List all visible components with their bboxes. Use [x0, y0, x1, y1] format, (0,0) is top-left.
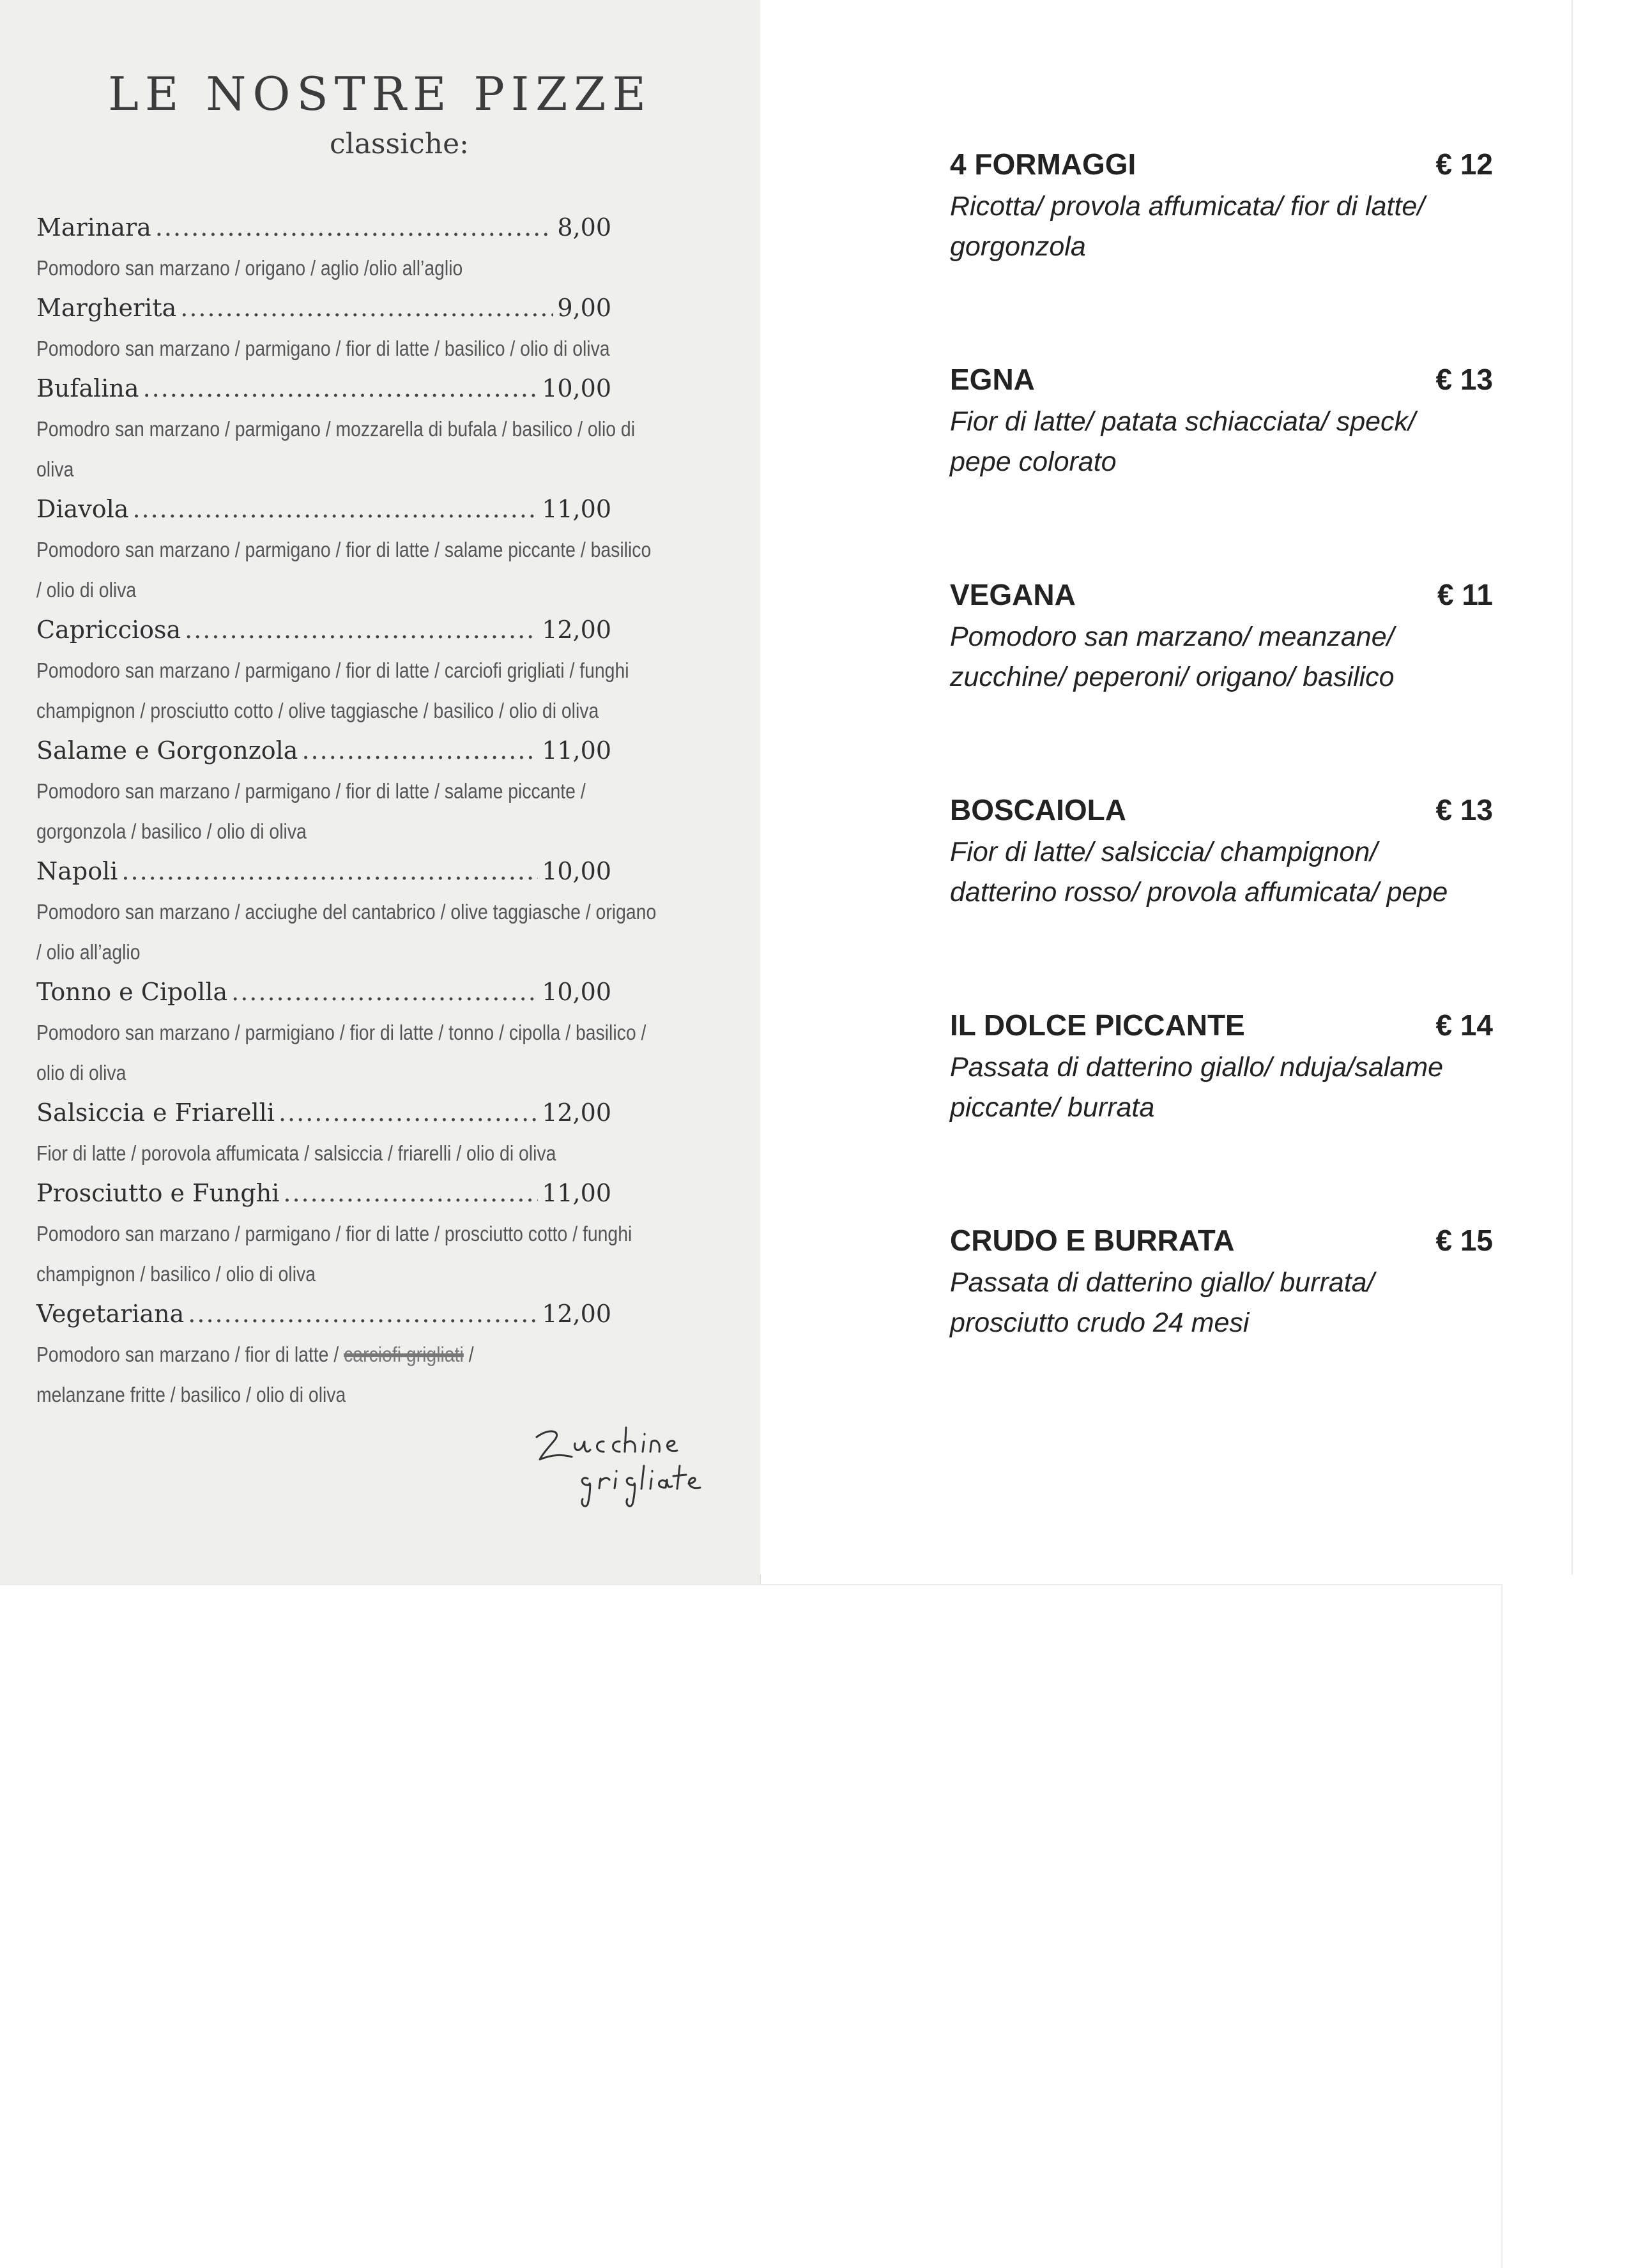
pizza-item-marinara	[36, 208, 611, 288]
pizza-ingredients-line2: melanzane fritte / basilico / olio di oliva	[36, 1383, 346, 1406]
special-name: VEGANA	[950, 578, 1076, 611]
ingredients-separator: /	[463, 1343, 474, 1366]
pizza-ingredients: Pomodoro san marzano / parmigiano / fior di latte / tonno / cipolla / basilico / olio di oliva	[36, 1021, 646, 1085]
dot-leader	[180, 288, 553, 328]
pizza-name: Marinara	[36, 213, 151, 241]
pizza-price: 12,00	[542, 1099, 611, 1127]
pizza-item-bufalina	[36, 369, 636, 489]
pizza-name: Vegetariana	[36, 1300, 185, 1328]
dot-leader	[143, 369, 539, 409]
dot-leader	[283, 1173, 538, 1214]
pizza-item-tonno-cipolla	[36, 972, 646, 1093]
dot-leader	[155, 208, 554, 248]
special-ingredients-line2: piccante/ burrata	[950, 1092, 1155, 1123]
special-price: € 13	[1435, 363, 1493, 396]
special-item-boscaiola	[950, 788, 1493, 1003]
pizza-item-salame-gorgonzola	[36, 731, 611, 851]
dot-leader	[188, 1294, 538, 1334]
pizza-ingredients: Pomodoro san marzano / parmigano / fior di latte / salame piccante / basilico / olio di oliva	[36, 538, 652, 602]
handwritten-note	[524, 1415, 754, 1511]
special-ingredients-line2: datterino rosso/ provola affumicata/ pepe	[950, 877, 1448, 908]
special-ingredients-line1: Fior di latte/ salsiccia/ champignon/	[950, 837, 1378, 867]
ingredients-text: Pomodoro san marzano / fior di latte /	[36, 1343, 344, 1366]
classic-pizza-list	[36, 208, 657, 1415]
pizza-ingredients: Fior di latte / porovola affumicata / salsiccia / friarelli / olio di oliva	[36, 1141, 556, 1165]
pizza-name: Tonno e Cipolla	[36, 978, 228, 1006]
special-name: CRUDO E BURRATA	[950, 1224, 1235, 1257]
pizza-price: 12,00	[542, 1300, 611, 1328]
pizza-ingredients: Pomodro san marzano / parmigano / mozzarella di bufala / basilico / olio di oliva	[36, 417, 636, 481]
pizza-name: Napoli	[36, 857, 118, 885]
pizza-ingredients: Pomodoro san marzano / parmigano / fior di latte / basilico / olio di oliva	[36, 337, 610, 360]
special-name: IL DOLCE PICCANTE	[950, 1008, 1245, 1042]
pizza-price: 8,00	[557, 213, 611, 241]
pizza-ingredients: Pomodoro san marzano / acciughe del cantabrico / olive taggiasche / origano / olio all’aglio	[36, 900, 657, 964]
pizza-name: Capricciosa	[36, 616, 181, 644]
special-name: 4 FORMAGGI	[950, 148, 1136, 181]
dot-leader	[132, 489, 538, 529]
special-price: € 12	[1435, 148, 1493, 181]
special-pizza-list	[950, 142, 1493, 1433]
pizza-item-napoli	[36, 851, 657, 972]
pizza-ingredients: Pomodoro san marzano / parmigano / fior di latte / carciofi grigliati / funghi champignon / prosciutto cotto / olive taggiasche / basilico / olio di oliva	[36, 658, 629, 722]
pizza-name: Salsiccia e Friarelli	[36, 1099, 275, 1127]
dot-leader	[121, 851, 538, 892]
blank-sheet	[0, 1584, 1503, 2268]
special-ingredients-line2: zucchine/ peperoni/ origano/ basilico	[950, 662, 1395, 692]
pizza-price: 10,00	[542, 978, 611, 1006]
struck-ingredient: carciofi grigliati	[344, 1343, 464, 1366]
special-price: € 15	[1435, 1224, 1493, 1257]
pizza-ingredients	[36, 1334, 657, 1374]
special-price: € 11	[1437, 578, 1493, 611]
pizza-price: 11,00	[542, 1179, 611, 1207]
classic-menu-title: LE NOSTRE PIZZE	[108, 67, 652, 121]
pizza-price: 10,00	[542, 857, 611, 885]
pizza-name: Salame e Gorgonzola	[36, 736, 298, 765]
special-ingredients-line1: Passata di datterino giallo/ burrata/	[950, 1267, 1375, 1298]
dot-leader	[185, 610, 538, 650]
classic-menu-subtitle: classiche:	[329, 128, 470, 160]
special-item-il-dolce-piccante	[950, 1003, 1493, 1218]
special-name: BOSCAIOLA	[950, 793, 1126, 826]
special-name: EGNA	[950, 363, 1035, 396]
pizza-ingredients: Pomodoro san marzano / origano / aglio /olio all’aglio	[36, 256, 463, 280]
pizza-ingredients: Pomodoro san marzano / parmigano / fior di latte / salame piccante / gorgonzola / basilico / olio di oliva	[36, 779, 586, 843]
special-ingredients-line1: Pomodoro san marzano/ meanzane/	[950, 621, 1395, 652]
pizza-name: Margherita	[36, 294, 177, 322]
pizza-item-diavola	[36, 489, 652, 610]
special-item-4-formaggi	[950, 142, 1493, 357]
pizza-ingredients: Pomodoro san marzano / parmigano / fior di latte / prosciutto cotto / funghi champignon / basilico / olio di oliva	[36, 1222, 632, 1286]
pizza-name: Prosciutto e Funghi	[36, 1179, 280, 1207]
pizza-price: 9,00	[557, 294, 611, 322]
special-ingredients-line1: Passata di datterino giallo/ nduja/salame	[950, 1052, 1444, 1083]
pizza-price: 11,00	[542, 736, 611, 765]
pizza-name: Bufalina	[36, 374, 139, 402]
pizza-item-vegetariana	[36, 1294, 611, 1415]
dot-leader	[302, 731, 538, 771]
pizza-item-salsiccia-friarelli	[36, 1093, 611, 1173]
special-ingredients-line2: pepe colorato	[950, 446, 1117, 477]
special-ingredients-line2: prosciutto crudo 24 mesi	[950, 1307, 1250, 1338]
pizza-price: 10,00	[542, 374, 611, 402]
pizza-item-margherita	[36, 288, 611, 369]
special-ingredients-line2: gorgonzola	[950, 231, 1086, 262]
pizza-price: 12,00	[542, 616, 611, 644]
special-ingredients-line1: Ricotta/ provola affumicata/ fior di latte/	[950, 191, 1425, 222]
pizza-item-capricciosa	[36, 610, 629, 731]
special-item-vegana	[950, 572, 1493, 788]
pizza-item-prosciutto-funghi	[36, 1173, 632, 1294]
special-ingredients-line1: Fior di latte/ patata schiacciata/ speck/	[950, 406, 1416, 437]
pizza-price: 11,00	[542, 495, 611, 523]
special-item-crudo-e-burrata	[950, 1218, 1493, 1433]
special-item-egna	[950, 357, 1493, 572]
dot-leader	[231, 972, 538, 1012]
dot-leader	[279, 1093, 538, 1133]
pizza-name: Diavola	[36, 495, 129, 523]
special-price: € 14	[1435, 1008, 1493, 1042]
special-price: € 13	[1435, 793, 1493, 826]
